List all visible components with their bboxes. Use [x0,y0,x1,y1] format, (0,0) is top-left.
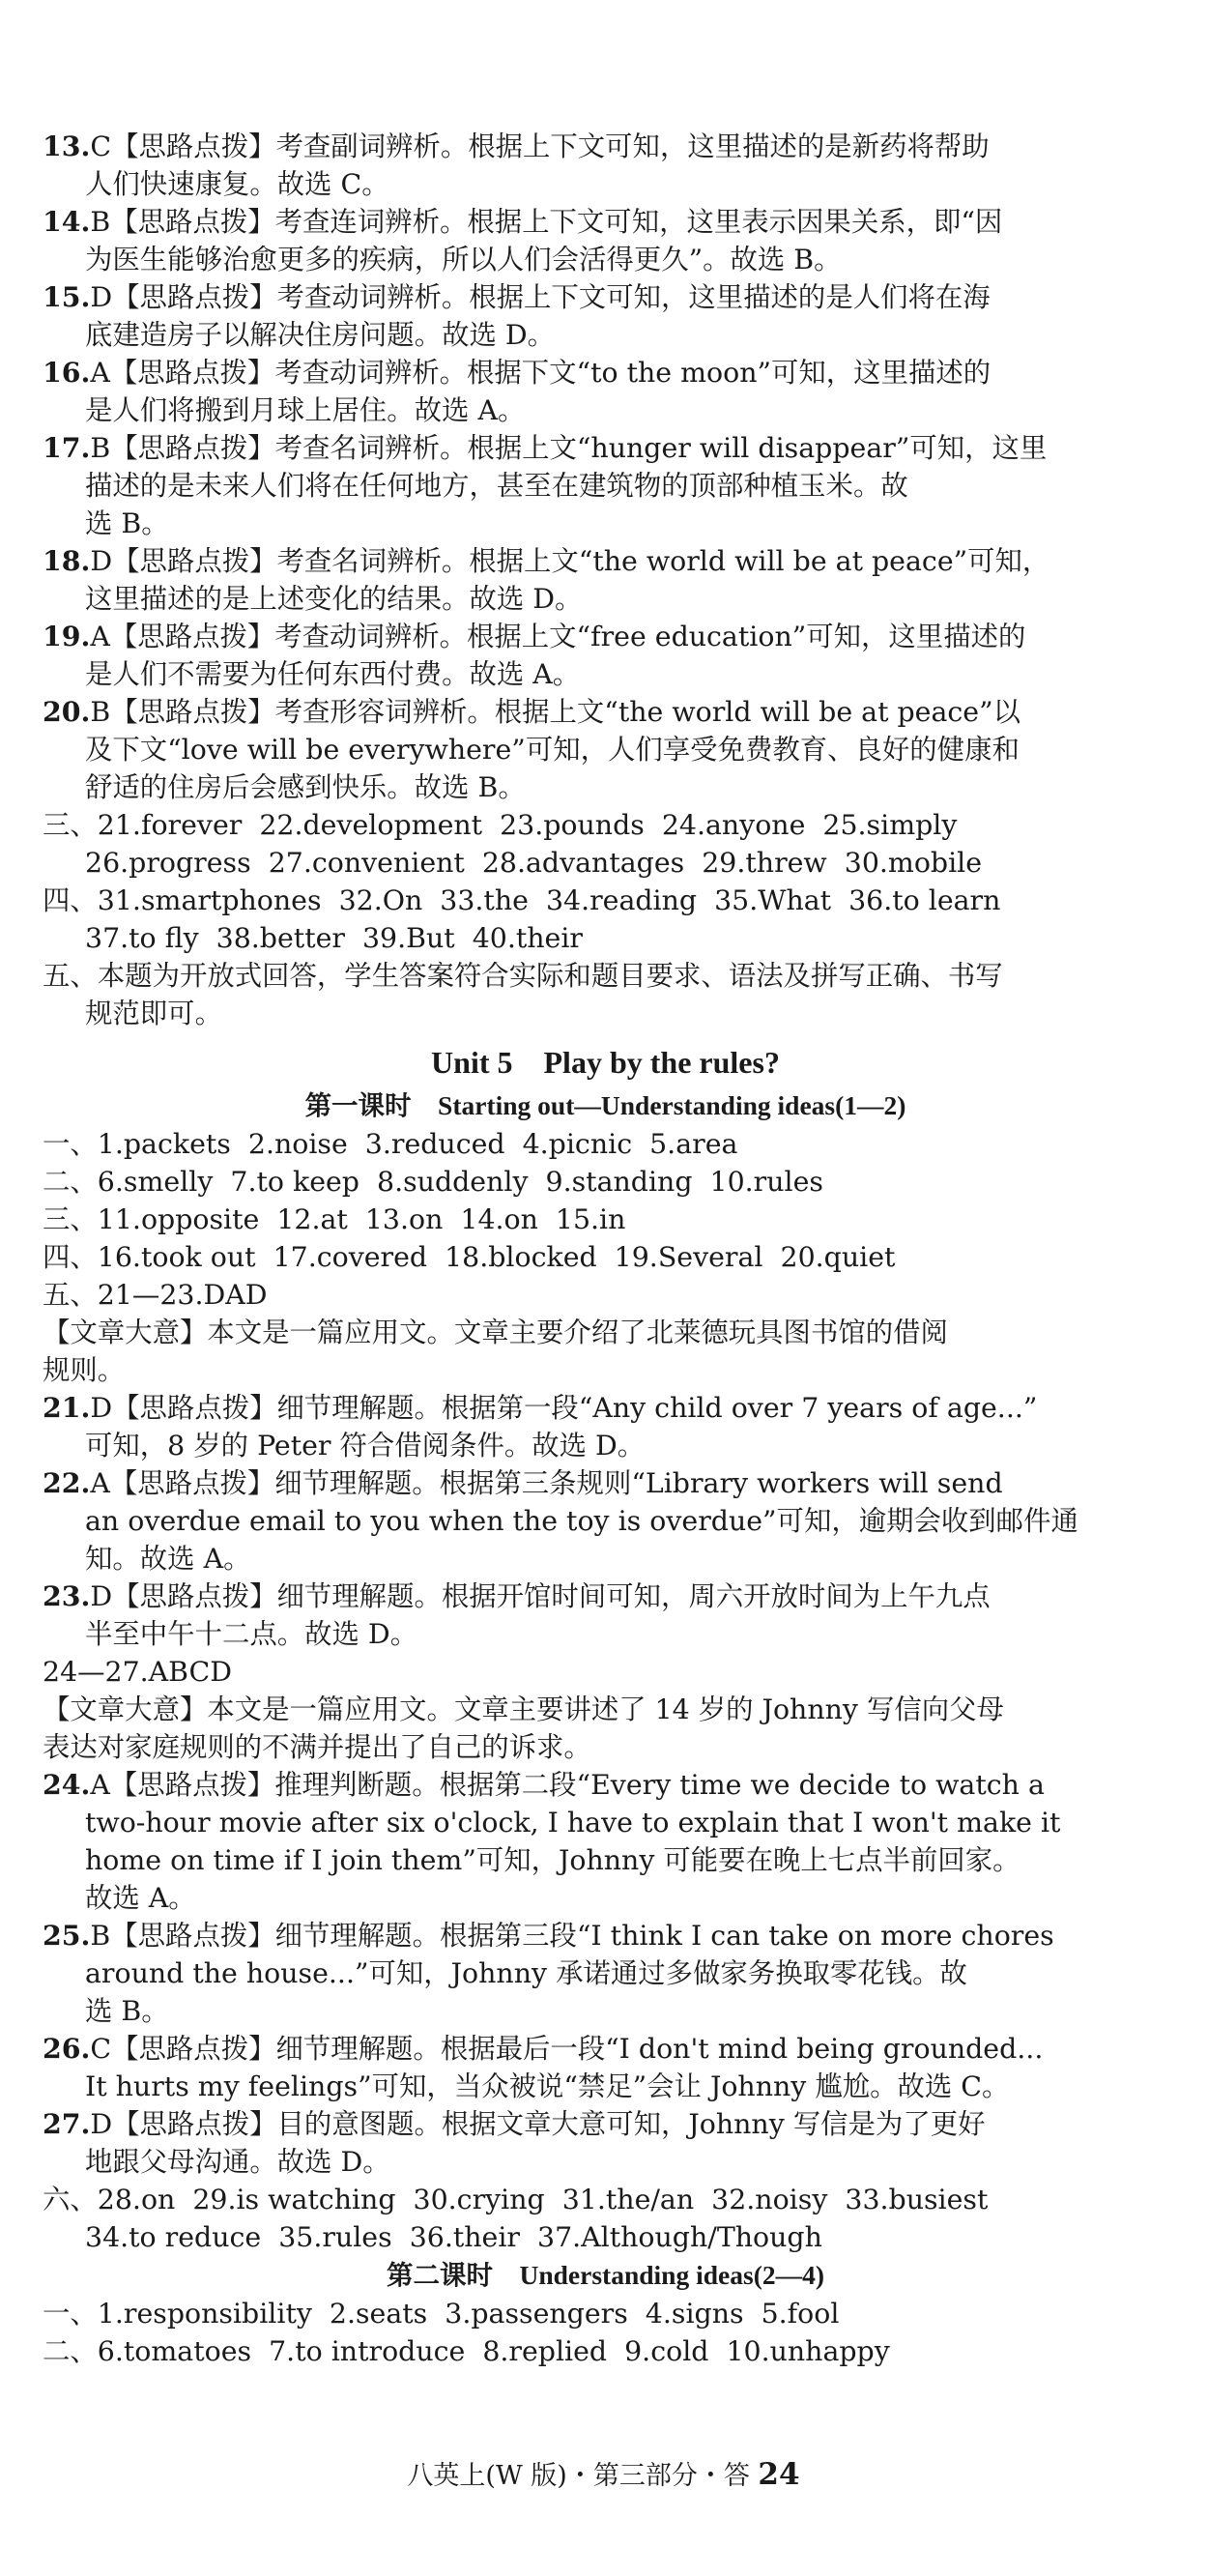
answer-blank: 36.to learn [848,884,1001,916]
answer-blank: 27.convenient [268,847,465,879]
lesson-row [43,2332,1168,2370]
answer-number: 14. [43,205,91,238]
answer-text: B【思路点拨】考查名词辨析。根据上文“hunger will disappear”可知，这里 [90,432,1048,464]
section-prefix: 二、 [43,2335,98,2367]
section-prefix: 四、 [43,884,98,916]
answer-blank: 25.simply [822,809,958,841]
lesson1-title: 第一课时 Starting out—Understanding ideas(1—2) [304,1090,906,1120]
lesson-row [43,2295,1168,2332]
answer-item [43,1917,1168,2030]
answer-item [43,1766,1168,1917]
answer-blank: 19.Several [614,1241,763,1273]
answer-blank: 40.their [472,922,584,954]
answer-page [43,128,1168,2370]
answer-text: B【思路点拨】考查连词辨析。根据上下文可知，这里表示因果关系，即“因 [90,206,1003,238]
answer-item [43,1464,1168,1577]
section-prefix: 二、 [43,1166,98,1198]
lesson-row [43,1238,1168,1276]
answer-item [43,1389,1168,1464]
answer-number: 20. [43,695,91,728]
answers-13-20 [43,128,1168,806]
answer-number: 25. [43,1919,91,1952]
answer-blank: 4.signs [645,2298,744,2330]
section6-row1 [43,2181,1168,2218]
lesson-row [43,1201,1168,1238]
answer-item [43,203,1168,278]
answer-blank: 33.busiest [845,2184,989,2215]
answer-blank: 14.on [460,1203,538,1235]
answer-number: 27. [43,2107,91,2140]
answer-line: 地跟父母沟通。故选 D。 [85,2146,390,2178]
answer-blank: 32.noisy [711,2184,828,2215]
answer-blank: 23.pounds [500,809,645,841]
answer-line: 故选 A。 [85,1882,196,1914]
passage2-summary: 【文章大意】本文是一篇应用文。文章主要讲述了 14 岁的 Johnny 写信向父母 表达对家庭规则的不满并提出了自己的诉求。 [43,1693,1004,1763]
answer-blank: 5.area [649,1128,738,1160]
answer-blank: 35.What [714,884,832,916]
answer-number: 23. [43,1579,91,1612]
answer-text: D【思路点拨】目的意图题。根据文章大意可知，Johnny 写信是为了更好 [90,2108,986,2140]
lesson1-rows [43,1125,1168,1314]
lesson-row [43,1163,1168,1201]
answer-line: home on time if I join them”可知，Johnny 可能要在晚上七点半前回家。 [85,1844,1020,1876]
answer-blank: 7.to introduce [269,2335,466,2367]
section-prefix: 四、 [43,1241,98,1273]
answer-number: 18. [43,544,91,577]
answer-text: A【思路点拨】考查动词辨析。根据下文“to the moon”可知，这里描述的 [90,357,991,389]
answer-line [43,278,1168,316]
answer-blank: 20.quiet [780,1241,896,1273]
answer-blank: 8.replied [482,2335,608,2367]
section3-row1 [43,806,1168,844]
answer-text: D【思路点拨】考查动词辨析。根据上下文可知，这里描述的是人们将在海 [90,281,991,313]
section4-row1 [43,882,1168,919]
answer-blank: 2.noise [247,1128,348,1160]
section-prefix: 一、 [43,2298,98,2330]
answer-blank: 9.cold [624,2335,709,2367]
lesson2-title: 第二课时 Understanding ideas(2—4) [386,2260,825,2290]
answer-blank: 11.opposite [97,1203,260,1235]
answer-blank: 31.smartphones [97,884,322,916]
answer-line [43,693,1168,731]
answer-blank: 24.anyone [661,809,806,841]
answer-line [43,1917,1168,1954]
answer-number: 19. [43,620,91,652]
section3-row2 [43,844,1168,882]
answer-line [43,128,1168,165]
answer-blank: 13.on [364,1203,444,1235]
answer-blank: 7.to keep [230,1166,359,1198]
answer-text: C【思路点拨】考查副词辨析。根据上下文可知，这里描述的是新药将帮助 [90,130,990,162]
answer-text: A【思路点拨】细节理解题。根据第三条规则“Library workers will send [90,1467,1003,1499]
answer-blank: 28.on [97,2184,176,2215]
section-prefix: 六、 [43,2184,98,2215]
answer-item [43,693,1168,806]
answer-item [43,542,1168,618]
lesson2-rows [43,2295,1168,2370]
section-prefix: 三、 [43,809,98,841]
answer-line: 是人们不需要为任何东西付费。故选 A。 [85,658,581,690]
answer-blank: 5.fool [761,2298,840,2330]
answer-line: 及下文“love will be everywhere”可知，人们享受免费教育、良好的健康和 [85,734,1020,766]
section-prefix: 一、 [43,1128,98,1160]
answer-line: 可知，8 岁的 Peter 符合借阅条件。故选 D。 [85,1430,646,1462]
answer-number: 24. [43,1768,91,1801]
group2-label: 24—27.ABCD [43,1656,233,1688]
answer-line [43,203,1168,241]
answer-blank: 12.at [276,1203,348,1235]
answer-line: 是人们将搬到月球上居住。故选 A。 [85,394,526,426]
answer-blank: 22.development [259,809,483,841]
answer-text: B【思路点拨】考查形容词辨析。根据上文“the world will be at peace”以 [90,696,1021,728]
answer-blank: 37.Although/Though [537,2221,822,2253]
section-prefix: 三、 [43,1203,98,1235]
answer-item [43,128,1168,203]
answer-blank: 34.reading [545,884,698,916]
answer-line [43,2030,1168,2068]
answer-item [43,429,1168,542]
section-prefix: 五、 [43,1279,98,1311]
answer-number: 16. [43,356,91,389]
answer-text: A【思路点拨】推理判断题。根据第二段“Every time we decide to watch a [90,1769,1045,1801]
answer-line [43,2105,1168,2143]
answer-blank: 3.passengers [445,2298,628,2330]
answer-line: 选 B。 [85,507,169,539]
answers-21-23 [43,1389,1168,1653]
answer-blank: 39.But [361,922,455,954]
answer-number: 22. [43,1466,91,1499]
page-number: 24 [758,2457,800,2492]
answer-blank: 15.in [555,1203,626,1235]
answer-line: 为医生能够治愈更多的疾病，所以人们会活得更久”。故选 B。 [85,244,842,275]
answer-blank: 32.On [338,884,423,916]
answer-text: D【思路点拨】细节理解题。根据开馆时间可知，周六开放时间为上午九点 [90,1580,991,1612]
answer-blank: 16.took out [97,1241,256,1273]
answer-blank: 38.better [216,922,345,954]
passage1-summary: 【文章大意】本文是一篇应用文。文章主要介绍了北莱德玩具图书馆的借阅 规则。 [43,1317,948,1386]
page-footer [0,2455,1207,2496]
answer-line: 人们快速康复。故选 C。 [85,168,389,200]
answer-line: 这里描述的是上述变化的结果。故选 D。 [85,583,583,615]
answer-text: B【思路点拨】细节理解题。根据第三段“I think I can take on more chores [90,1920,1054,1952]
unit-title: Unit 5 Play by the rules? [431,1045,780,1080]
answer-line: 知。故选 A。 [85,1543,251,1575]
answer-item [43,2105,1168,2181]
answer-blank: 21—23.DAD [97,1279,268,1311]
answers-24-27 [43,1766,1168,2181]
lesson-row [43,1125,1168,1163]
answer-number: 13. [43,130,91,162]
answer-blank: 10.unhappy [726,2335,890,2367]
section6-row2 [43,2218,1168,2256]
answer-line [43,618,1168,655]
answer-item [43,278,1168,354]
answer-blank: 36.their [409,2221,520,2253]
answer-line: 描述的是未来人们将在任何地方，甚至在建筑物的顶部种植玉米。故 [85,470,908,502]
answer-blank: 8.suddenly [377,1166,529,1198]
answer-line: 底建造房子以解决住房问题。故选 D。 [85,319,556,351]
answer-item [43,2030,1168,2105]
answer-text: D【思路点拨】考查名词辨析。根据上文“the world will be at peace”可知， [90,545,1050,577]
answer-line: two-hour movie after six o'clock, I have to explain that I won't make it [85,1807,1061,1838]
answer-blank: 29.threw [702,847,827,879]
answer-line: around the house...”可知，Johnny 承诺通过多做家务换取零花钱。故 [85,1957,967,1989]
answer-blank: 17.covered [273,1241,428,1273]
answer-line [43,429,1168,467]
answer-blank: 31.the/an [561,2184,695,2215]
answer-item [43,354,1168,429]
answer-line [43,542,1168,580]
answer-line [43,354,1168,391]
answer-line: 选 B。 [85,1995,169,2027]
answer-blank: 37.to fly [85,922,199,954]
answer-line: an overdue email to you when the toy is overdue”可知，逾期会收到邮件通 [85,1505,1078,1537]
answer-blank: 30.crying [413,2184,545,2215]
answer-blank: 6.tomatoes [97,2335,252,2367]
section5-note: 五、本题为开放式回答，学生答案符合实际和题目要求、语法及拼写正确、书写 规范即可。 [43,960,1003,1029]
footer-text: 八英上(W 版)・第三部分・答 [407,2461,750,2491]
answer-blank: 18.blocked [445,1241,597,1273]
answer-blank: 9.standing [545,1166,693,1198]
answer-number: 17. [43,431,91,464]
answer-blank: 3.reduced [364,1128,505,1160]
answer-text: A【思路点拨】考查动词辨析。根据上文“free education”可知，这里描述的 [90,621,1026,652]
answer-blank: 4.picnic [522,1128,633,1160]
answer-blank: 2.seats [329,2298,428,2330]
answer-text: C【思路点拨】细节理解题。根据最后一段“I don't mind being grounded... [90,2033,1044,2065]
answer-blank: 34.to reduce [85,2221,262,2253]
answer-item [43,1577,1168,1653]
answer-blank: 28.advantages [481,847,685,879]
answer-line: 舒适的住房后会感到快乐。故选 B。 [85,771,526,803]
answer-line [43,1577,1168,1615]
answer-blank: 21.forever [97,809,243,841]
answer-item [43,618,1168,693]
answer-blank: 29.is watching [192,2184,396,2215]
answer-blank: 10.rules [709,1166,823,1198]
answer-blank: 1.packets [97,1128,231,1160]
answer-line [43,1464,1168,1502]
lesson-row [43,1276,1168,1314]
answer-text: D【思路点拨】细节理解题。根据第一段“Any child over 7 years of age...” [90,1392,1038,1424]
answer-number: 15. [43,280,91,313]
answer-blank: 6.smelly [97,1166,214,1198]
answer-line [43,1766,1168,1804]
answer-line [43,1389,1168,1427]
answer-number: 26. [43,2032,91,2065]
answer-blank: 33.the [440,884,529,916]
answer-blank: 30.mobile [844,847,983,879]
answer-number: 21. [43,1391,91,1424]
answer-blank: 26.progress [85,847,251,879]
section4-row2 [43,919,1168,957]
answer-blank: 35.rules [278,2221,392,2253]
answer-line: It hurts my feelings”可知，当众被说“禁足”会让 Johnny 尴尬。故选 C。 [85,2070,1010,2102]
answer-line: 半至中午十二点。故选 D。 [85,1618,418,1650]
answer-blank: 1.responsibility [97,2298,312,2330]
